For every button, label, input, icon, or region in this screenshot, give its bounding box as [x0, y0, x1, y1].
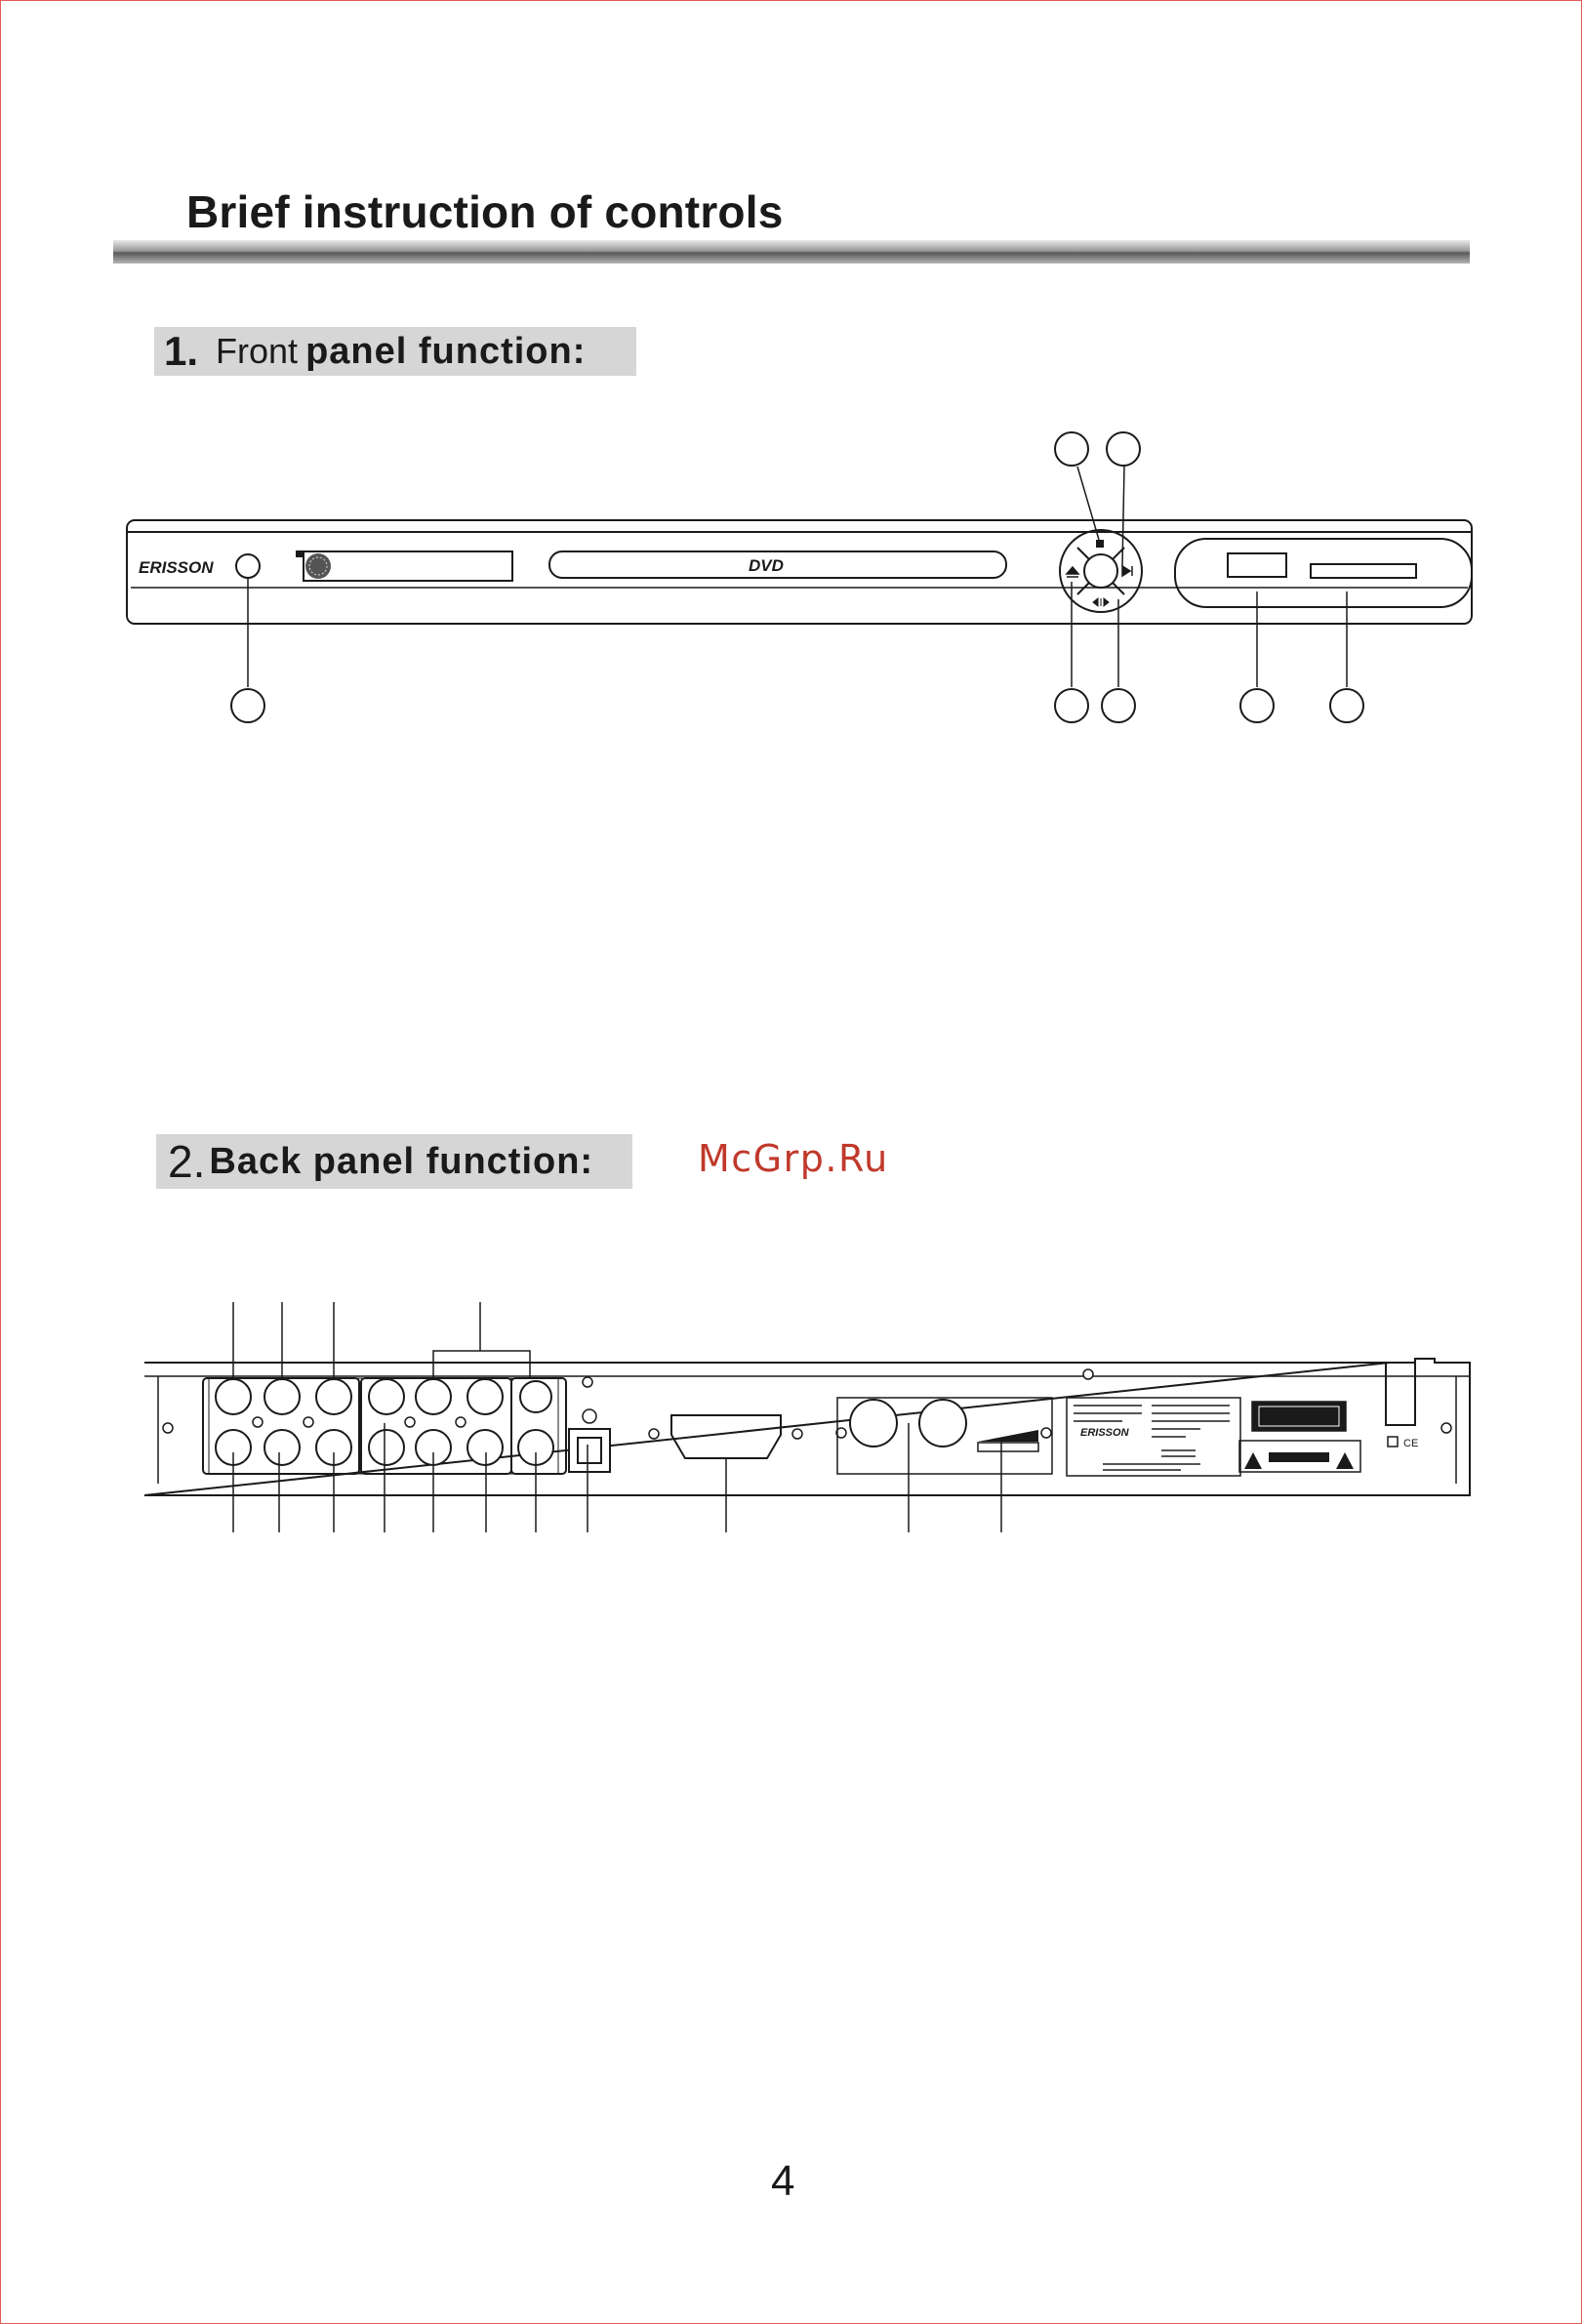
section-word: Front: [216, 331, 299, 371]
page-title: Brief instruction of controls: [186, 186, 784, 237]
front-brand-logo: ERISSON: [139, 558, 214, 577]
section-title: Back panel function:: [209, 1140, 594, 1182]
page-number: 4: [771, 2157, 795, 2205]
watermark: McGrp.Ru: [698, 1137, 889, 1180]
power-cord: [1386, 1363, 1415, 1425]
section-number: 1.: [164, 328, 199, 374]
svg-text:CE: CE: [1403, 1438, 1419, 1449]
section-number: 2.: [168, 1136, 206, 1187]
dvd-logo: DVD: [749, 556, 784, 575]
section-title: panel function:: [305, 330, 587, 372]
back-brand-logo: ERISSON: [1080, 1427, 1129, 1439]
